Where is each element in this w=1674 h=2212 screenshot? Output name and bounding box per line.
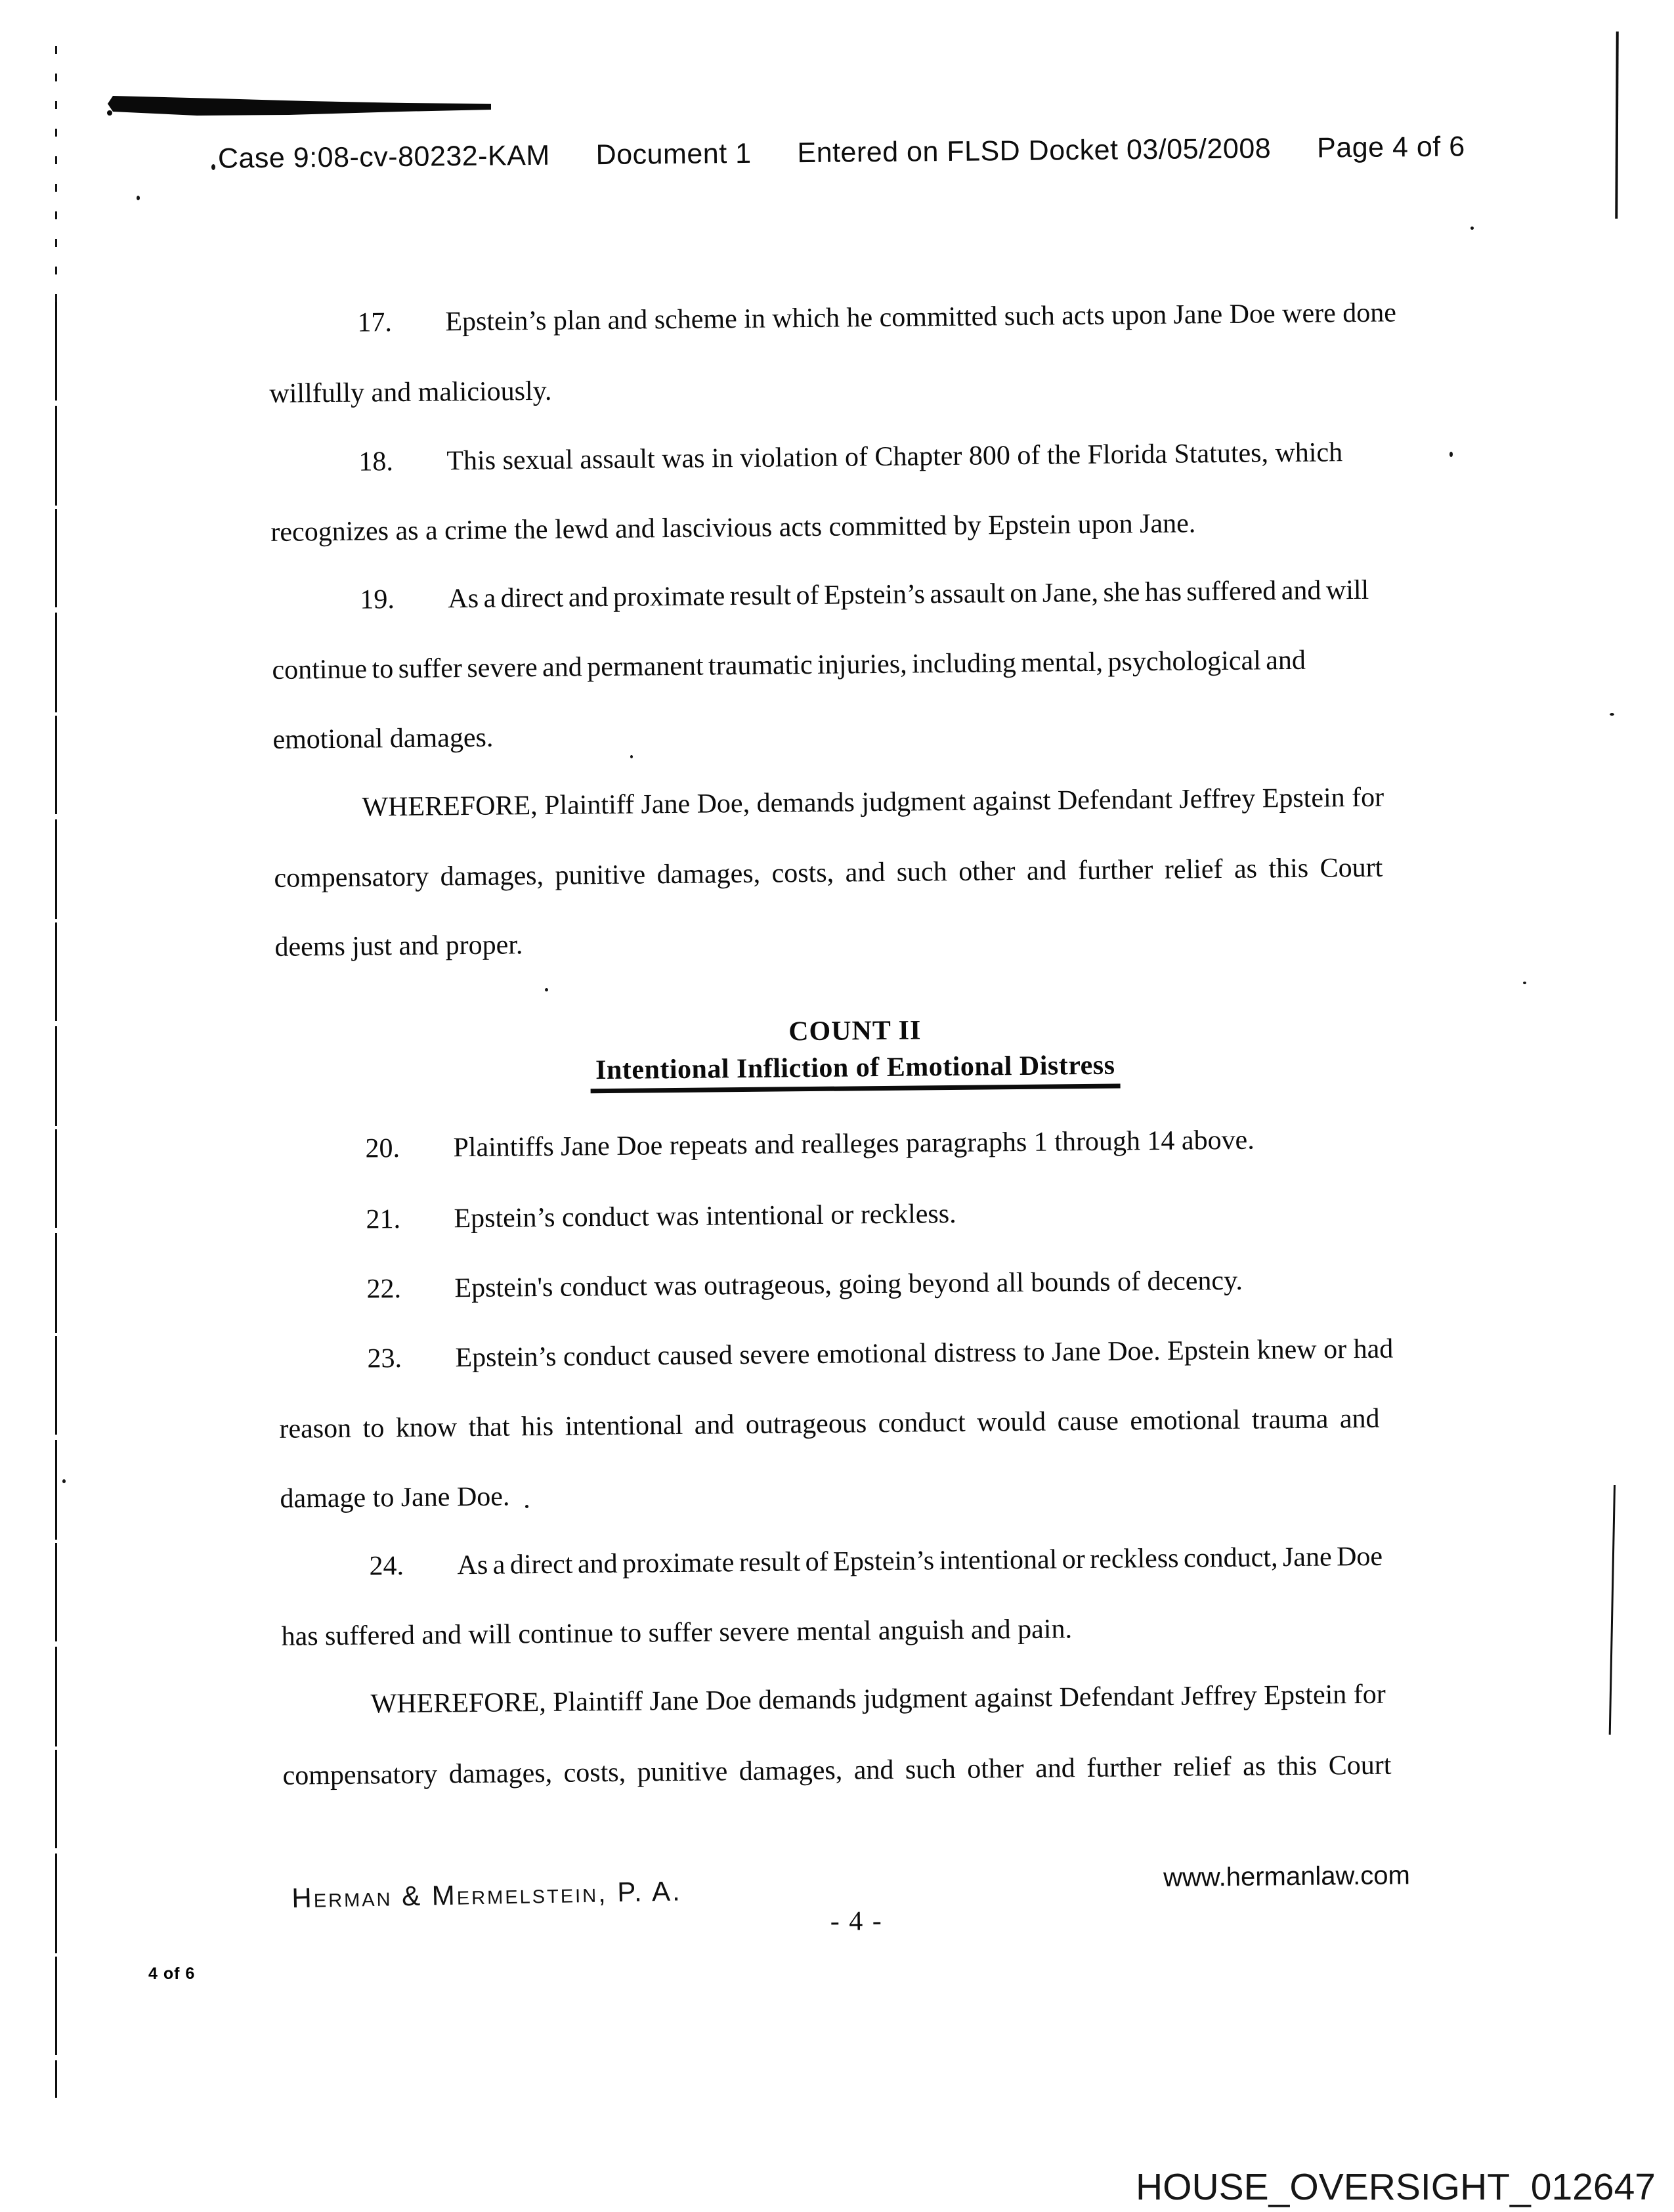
paragraph-text: Plaintiffs Jane Doe repeats and realleges paragraphs 1 through 14 above. <box>453 1125 1255 1163</box>
paragraph-19-line-2 <box>272 643 1306 687</box>
paragraph-number: 24. <box>369 1551 404 1582</box>
paragraph-24-line-2 <box>281 1612 1072 1654</box>
paragraph-number: 20. <box>365 1133 400 1164</box>
paragraph-22-line-1 <box>366 1264 1243 1307</box>
law-firm-website: www.hermanlaw.com <box>1163 1861 1411 1892</box>
paragraph-24-line-1 <box>369 1540 1383 1584</box>
wherefore-1-line-3 <box>274 928 523 965</box>
paragraph-text: WHEREFORE, Plaintiff Jane Doe, demands judgment against Defendant Jeffrey Epstein for <box>362 782 1384 823</box>
paragraph-number: 19. <box>360 584 395 615</box>
paragraph-19-line-3 <box>272 721 493 757</box>
count-2-title: COUNT II <box>788 1015 922 1047</box>
paragraph-text: willfully and maliciously. <box>269 376 552 409</box>
paragraph-text: As a direct and proximate result of Epstein’s intentional or reckless conduct, Jane Doe <box>457 1541 1383 1581</box>
paragraph-text: damage to Jane Doe. <box>280 1481 510 1514</box>
count-2-subtitle-row <box>276 1047 1434 1096</box>
docket-entry: Entered on FLSD Docket 03/05/2008 <box>797 133 1272 169</box>
paragraph-text: This sexual assault was in violation of Chapter 800 of the Florida Statutes, which <box>446 437 1343 477</box>
paragraph-17-line-1 <box>357 295 1396 339</box>
paragraph-text: Epstein’s conduct caused severe emotional distress to Jane Doe. Epstein knew or had <box>455 1334 1394 1374</box>
paragraph-number: 23. <box>367 1343 402 1374</box>
paragraph-text: emotional damages. <box>272 722 494 755</box>
case-header <box>218 131 1465 175</box>
paragraph-21-line-1 <box>366 1197 956 1237</box>
sheet-counter: 4 of 6 <box>148 1964 196 1983</box>
paragraph-text: continue to suffer severe and permanent traumatic injuries, including mental, psychological and <box>272 645 1306 685</box>
paragraph-18-line-1 <box>358 435 1342 479</box>
document-number: Document 1 <box>595 137 752 171</box>
paragraph-17-line-2 <box>269 374 552 411</box>
wherefore-1-line-1 <box>362 781 1384 825</box>
paragraph-20-line-1 <box>365 1123 1255 1166</box>
paragraph-text: Epstein’s conduct was intentional or reckless. <box>454 1198 956 1234</box>
wherefore-2-line-2 <box>282 1748 1391 1793</box>
paragraph-number: 21. <box>366 1204 401 1235</box>
paragraph-19-line-1 <box>360 573 1369 617</box>
page-indicator: Page 4 of 6 <box>1316 131 1465 164</box>
count-2-heading <box>276 1010 1434 1052</box>
paragraph-text: recognizes as a crime the lewd and lascivious acts committed by Epstein upon Jane. <box>270 508 1196 548</box>
count-2-subtitle: Intentional Infliction of Emotional Distress <box>590 1050 1121 1094</box>
wherefore-2-line-1 <box>370 1678 1386 1722</box>
law-firm-name: Herman & Mermelstein, P. A. <box>291 1875 683 1914</box>
paragraph-text: As a direct and proximate result of Epstein’s assault on Jane, she has suffered and will <box>448 575 1369 615</box>
paragraph-number: 22. <box>366 1274 402 1305</box>
paragraph-number: 18. <box>358 446 394 477</box>
case-number: Case 9:08-cv-80232-KAM <box>217 139 550 175</box>
paragraph-text: compensatory damages, costs, punitive damages, and such other and further relief as this Court <box>282 1750 1392 1791</box>
paragraph-text: compensatory damages, punitive damages, costs, and such other and further relief as this Court <box>274 852 1383 894</box>
paragraph-23-line-1 <box>367 1332 1393 1376</box>
paragraph-text: Epstein’s plan and scheme in which he committed such acts upon Jane Doe were done <box>445 297 1397 337</box>
bates-stamp: HOUSE_OVERSIGHT_012647 <box>1135 2166 1656 2208</box>
paragraph-text: reason to know that his intentional and outrageous conduct would cause emotional trauma and <box>279 1403 1380 1444</box>
paragraph-text: deems just and proper. <box>274 930 523 963</box>
paragraph-23-line-3 <box>280 1479 509 1515</box>
paragraph-23-line-2 <box>279 1402 1380 1446</box>
wherefore-1-line-2 <box>274 851 1383 896</box>
paragraph-number: 17. <box>357 307 393 338</box>
paragraph-text: has suffered and will continue to suffer severe mental anguish and pain. <box>281 1614 1073 1652</box>
paragraph-text: WHEREFORE, Plaintiff Jane Doe demands judgment against Defendant Jeffrey Epstein for <box>370 1679 1386 1720</box>
page-number: - 4 - <box>830 1906 883 1937</box>
paragraph-18-line-2 <box>270 506 1195 550</box>
paragraph-text: Epstein's conduct was outrageous, going beyond all bounds of decency. <box>454 1265 1243 1304</box>
